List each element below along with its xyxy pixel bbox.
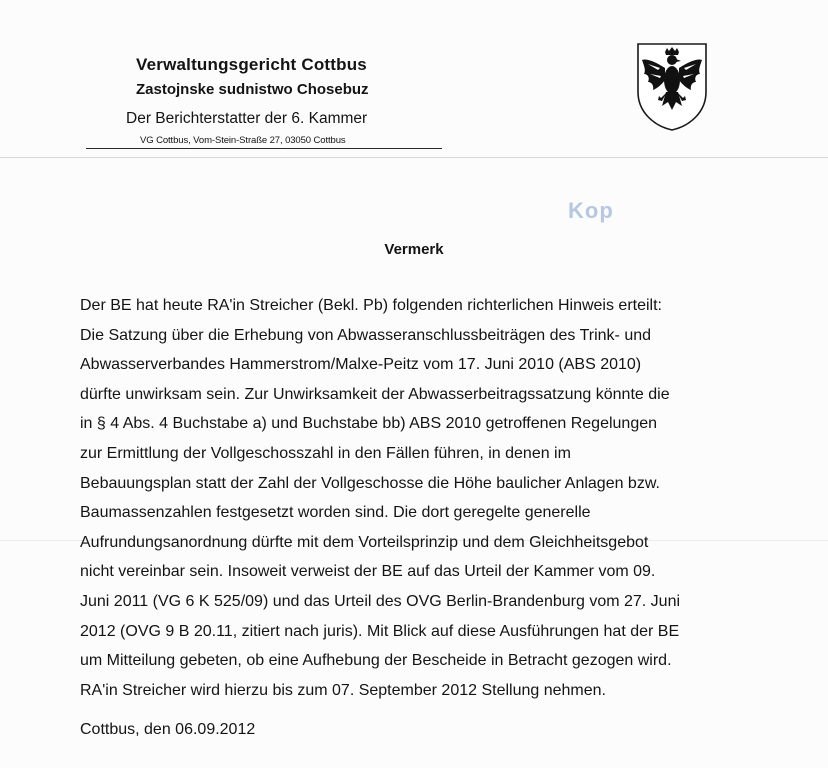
- sender-address: VG Cottbus, Vom-Stein-Straße 27, 03050 Cottbus: [140, 135, 346, 146]
- author-line: Der Berichterstatter der 6. Kammer: [126, 110, 368, 127]
- letterhead: [0, 0, 828, 158]
- court-name-sorbian: Zastojnske sudnistwo Chosebuz: [136, 81, 369, 98]
- note-body: [80, 291, 820, 705]
- body-line: nicht vereinbar sein. Insoweit verweist der BE auf das Urteil der Kammer vom 09.: [80, 563, 656, 581]
- body-line: RA'in Streicher wird hierzu bis zum 07. September 2012 Stellung nehmen.: [80, 681, 606, 699]
- eagle-crest-icon: [634, 40, 710, 132]
- court-name-german: Verwaltungsgericht Cottbus: [136, 55, 367, 74]
- body-line: Aufrundungsanordnung dürfte mit dem Vorteilsprinzip und dem Gleichheitsgebot: [80, 533, 649, 551]
- body-line: Baumassenzahlen festgesetzt worden sind. Die dort geregelte generelle: [80, 504, 591, 522]
- body-line: in § 4 Abs. 4 Buchstabe a) und Buchstabe bb) ABS 2010 getroffenen Regelungen: [80, 415, 658, 433]
- body-line: Abwasserverbandes Hammerstrom/Malxe-Peitz vom 17. Juni 2010 (ABS 2010): [80, 356, 642, 374]
- body-line: zur Ermittlung der Vollgeschosszahl in den Fällen führen, in denen im: [80, 444, 571, 462]
- place-date-line: Cottbus, den 06.09.2012: [80, 721, 256, 738]
- body-line: 2012 (OVG 9 B 20.11, zitiert nach juris). Mit Blick auf diese Ausführungen hat der BE: [80, 622, 680, 640]
- body-line: Juni 2011 (VG 6 K 525/09) und das Urteil des OVG Berlin-Brandenburg vom 27. Juni: [80, 592, 681, 610]
- document-title: Vermerk: [384, 241, 444, 258]
- body-line: dürfte unwirksam sein. Zur Unwirksamkeit der Abwasserbeitragssatzung könnte die: [80, 385, 670, 403]
- scan-fold-line: [0, 157, 828, 158]
- body-line: Der BE hat heute RA'in Streicher (Bekl. Pb) folgenden richterlichen Hinweis erteilt:: [80, 297, 662, 314]
- address-underline: [86, 148, 442, 149]
- body-line: Bebauungsplan statt der Zahl der Vollgeschosse die Höhe baulicher Anlagen bzw.: [80, 474, 660, 492]
- body-line: Die Satzung über die Erhebung von Abwasseranschlussbeiträgen des Trink- und: [80, 326, 652, 344]
- copy-stamp: Kop: [568, 198, 614, 223]
- body-line: um Mitteilung gebeten, ob eine Aufhebung der Bescheide in Betracht gezogen wird.: [80, 652, 672, 670]
